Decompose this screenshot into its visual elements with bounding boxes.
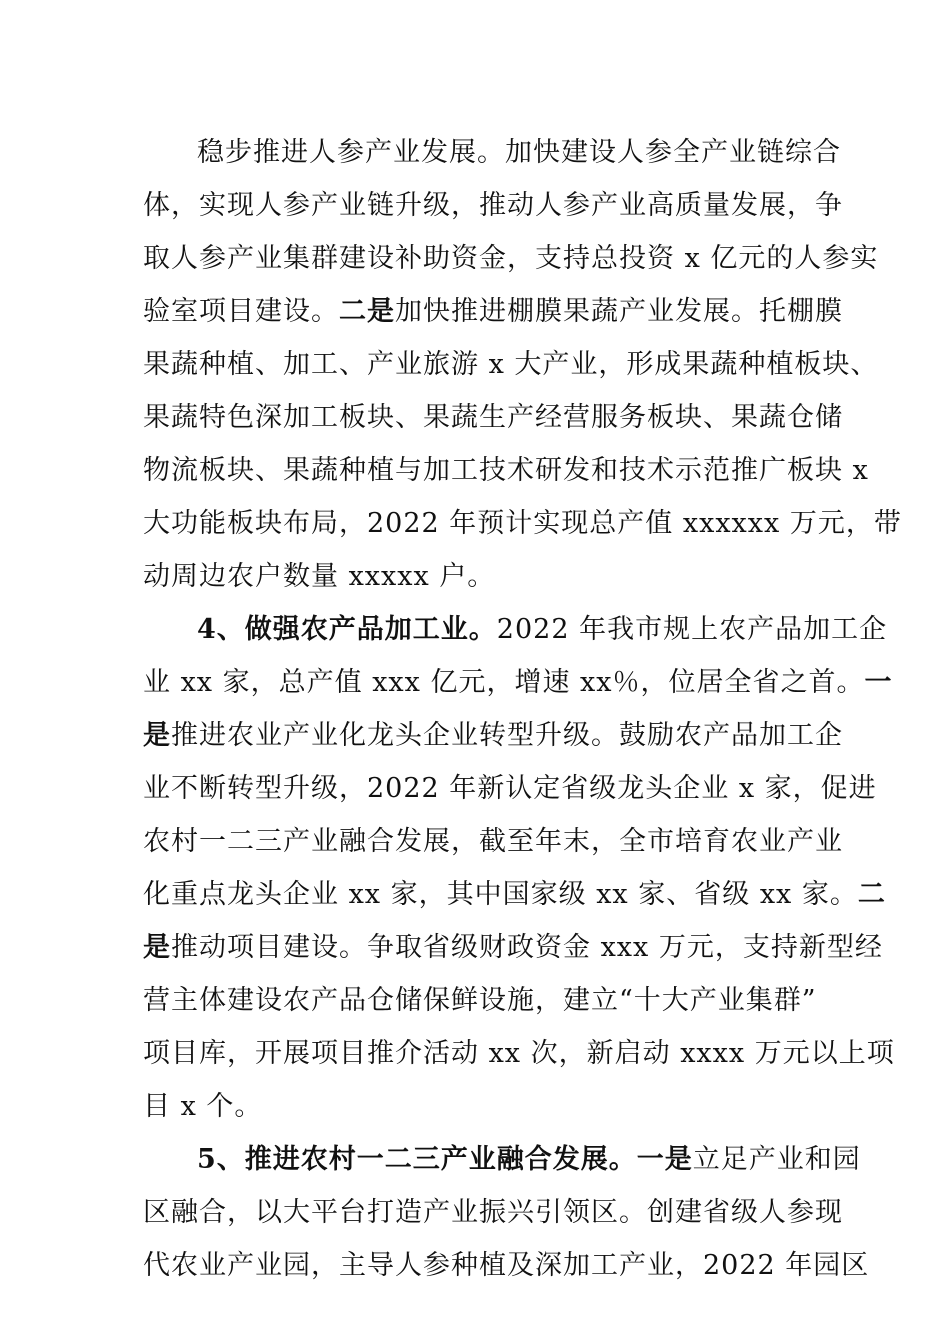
text-line: 果蔬种植、加工、产业旅游 x 大产业，形成果蔬种植板块、	[143, 349, 879, 380]
text-run: 业 xx 家，总产值 xxx 亿元，增速 xx％，位居全省之首。	[143, 667, 865, 698]
text-run: 2022 年我市规上农产品加工企	[496, 614, 888, 645]
text-line	[143, 603, 888, 656]
text-run: 验室项目建设。	[143, 296, 339, 327]
text-line: 取人参产业集群建设补助资金，支持总投资 x 亿元的人参实	[143, 243, 879, 274]
text-run: 推动项目建设。争取省级财政资金 xxx 万元，支持新型经	[171, 932, 883, 963]
bold-marker: 是	[143, 720, 171, 751]
document-page	[143, 126, 902, 1292]
text-line: 目 x 个。	[143, 1091, 263, 1122]
paragraph-processing	[143, 603, 895, 1133]
text-line: 项目库，开展项目推介活动 xx 次，新启动 xxxx 万元以上项	[143, 1038, 895, 1069]
bold-marker: 一是	[636, 1144, 693, 1175]
bold-marker: 是	[143, 932, 171, 963]
text-line: 稳步推进人参产业发展。加快建设人参全产业链综合	[197, 137, 841, 168]
text-line: 果蔬特色深加工板块、果蔬生产经营服务板块、果蔬仓储	[143, 402, 843, 433]
text-run: 推进农业产业化龙头企业转型升级。鼓励农产品加工企	[171, 720, 843, 751]
paragraph-ginseng	[143, 126, 902, 603]
text-line: 代农业产业园，主导人参种植及深加工产业，2022 年园区	[143, 1250, 870, 1281]
text-line: 营主体建设农产品仓储保鲜设施，建立“十大产业集群”	[143, 985, 817, 1016]
text-line: 体，实现人参产业链升级，推动人参产业高质量发展，争	[143, 190, 843, 221]
bold-marker: 二是	[339, 296, 395, 327]
text-line	[143, 1133, 861, 1186]
text-line: 大功能板块布局，2022 年预计实现总产值 xxxxxx 万元，带	[143, 508, 902, 539]
section-heading: 5、推进农村一二三产业融合发展。	[197, 1144, 637, 1175]
text-line: 业不断转型升级，2022 年新认定省级龙头企业 x 家，促进	[143, 773, 877, 804]
text-line: 动周边农户数量 xxxxx 户。	[143, 561, 496, 592]
text-run: 化重点龙头企业 xx 家，其中国家级 xx 家、省级 xx 家。	[143, 879, 858, 910]
bold-marker: 二	[857, 879, 886, 910]
text-line	[143, 709, 843, 762]
text-line: 农村一二三产业融合发展，截至年末，全市培育农业产业	[143, 826, 843, 857]
paragraph-integration	[143, 1133, 870, 1292]
text-run: 立足产业和园	[692, 1144, 861, 1175]
text-line: 物流板块、果蔬种植与加工技术研发和技术示范推广板块 x	[143, 455, 869, 486]
text-line	[143, 656, 893, 709]
text-line	[143, 921, 883, 974]
text-line	[143, 868, 886, 921]
bold-marker: 一	[864, 667, 893, 698]
text-run: 加快推进棚膜果蔬产业发展。托棚膜	[395, 296, 843, 327]
text-line: 区融合，以大平台打造产业振兴引领区。创建省级人参现	[143, 1197, 843, 1228]
text-line	[143, 285, 843, 338]
section-heading: 4、做强农产品加工业。	[197, 614, 497, 645]
